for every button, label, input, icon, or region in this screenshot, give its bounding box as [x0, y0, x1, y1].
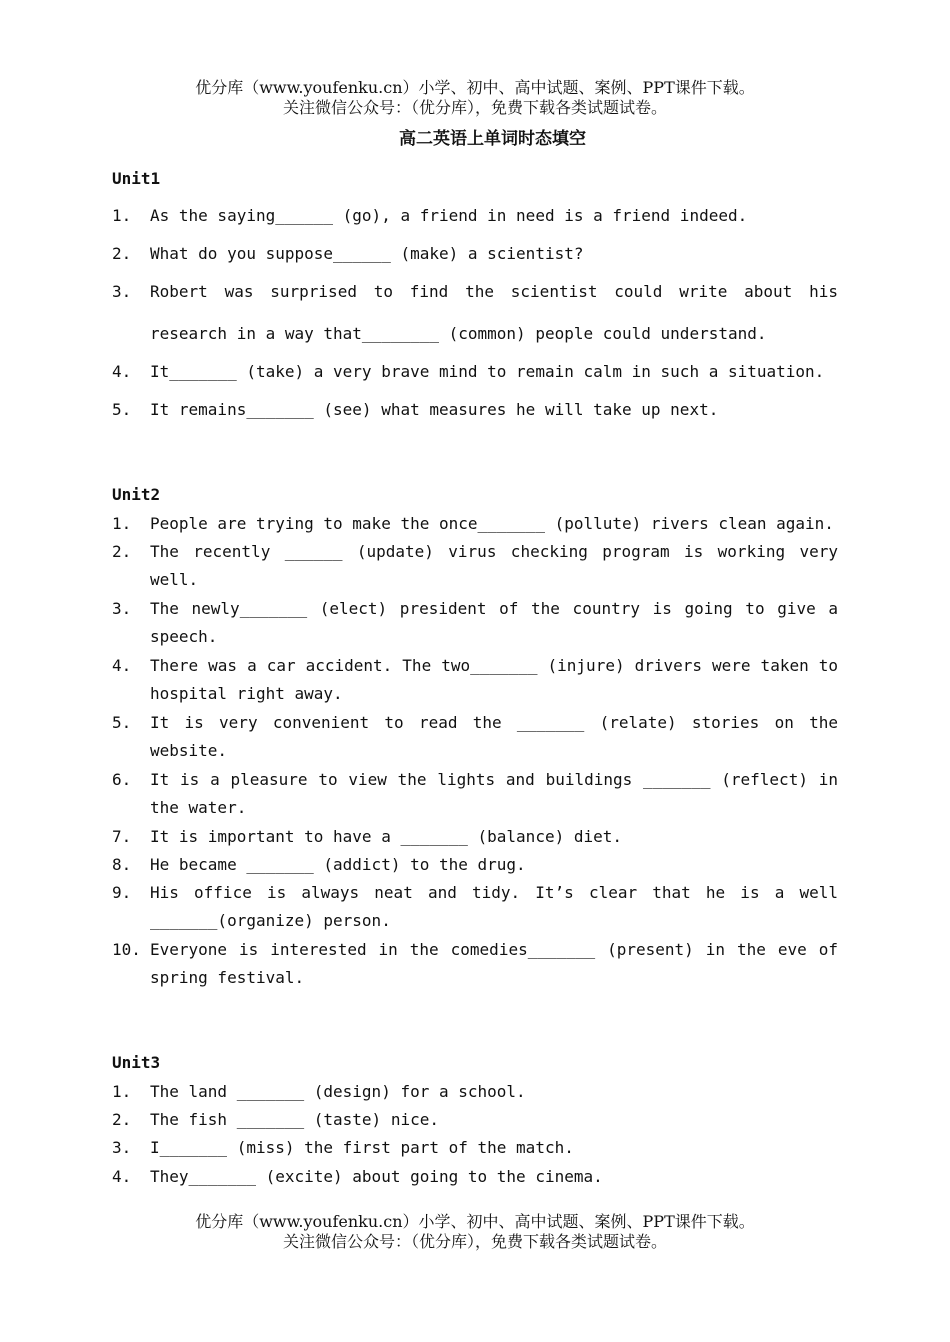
question-text: They_______ (excite) about going to the cinema. — [150, 1167, 603, 1186]
question-number: 1. — [112, 206, 132, 225]
question-number: 1. — [112, 1082, 132, 1101]
unit-2-heading: Unit2 — [112, 485, 161, 504]
question-text: The newly_______ (elect) president of the country is going to give a speech. — [150, 599, 838, 646]
document-title: 高二英语上单词时态填空 — [399, 129, 586, 149]
question-number: 7. — [112, 827, 132, 846]
question-text: His office is always neat and tidy. It’s clear that he is a well _______(organize) person. — [150, 883, 838, 930]
question-text: He became _______ (addict) to the drug. — [150, 855, 526, 874]
question-number: 3. — [112, 1138, 132, 1157]
unit-1-heading: Unit1 — [112, 169, 161, 188]
header-line-1: 优分库（www.youfenku.cn）小学、初中、高中试题、案例、PPT课件下载。 — [195, 78, 755, 97]
question-text: The land _______ (design) for a school. — [150, 1082, 526, 1101]
question-text: The fish _______ (taste) nice. — [150, 1110, 439, 1129]
question-number: 2. — [112, 244, 132, 263]
question-number: 10. — [112, 940, 141, 959]
question-text: Robert was surprised to find the scientist could write about his research in a way that________ (common) people could understand. — [150, 282, 838, 343]
question-number: 4. — [112, 362, 132, 381]
question-text: People are trying to make the once_______ (pollute) rivers clean again. — [150, 514, 834, 533]
question-text: It remains_______ (see) what measures he will take up next. — [150, 400, 719, 419]
footer-line-1: 优分库（www.youfenku.cn）小学、初中、高中试题、案例、PPT课件下载。 — [195, 1212, 755, 1231]
question-text: As the saying______ (go), a friend in need is a friend indeed. — [150, 206, 748, 225]
question-number: 3. — [112, 282, 132, 301]
question-text: It is important to have a _______ (balance) diet. — [150, 827, 623, 846]
question-number: 8. — [112, 855, 132, 874]
question-number: 4. — [112, 656, 132, 675]
question-number: 5. — [112, 713, 132, 732]
question-text: What do you suppose______ (make) a scientist? — [150, 244, 584, 263]
question-number: 2. — [112, 542, 132, 561]
question-number: 6. — [112, 770, 132, 789]
unit-3-heading: Unit3 — [112, 1053, 161, 1072]
question-number: 2. — [112, 1110, 132, 1129]
header-line-2: 关注微信公众号：（优分库），免费下载各类试题试卷。 — [282, 98, 667, 117]
question-text: The recently ______ (update) virus checking program is working very well. — [150, 542, 838, 589]
question-number: 5. — [112, 400, 132, 419]
question-text: It_______ (take) a very brave mind to remain calm in such a situation. — [150, 362, 825, 381]
footer-line-2: 关注微信公众号：（优分库），免费下载各类试题试卷。 — [282, 1232, 667, 1251]
question-text: It is a pleasure to view the lights and buildings _______ (reflect) in the water. — [150, 770, 838, 817]
question-number: 1. — [112, 514, 132, 533]
question-text: There was a car accident. The two_______ (injure) drivers were taken to hospital right away. — [150, 656, 838, 703]
question-text: Everyone is interested in the comedies_______ (present) in the eve of spring festival. — [150, 940, 838, 987]
question-number: 3. — [112, 599, 132, 618]
question-number: 9. — [112, 883, 132, 902]
question-text: I_______ (miss) the first part of the match. — [150, 1138, 574, 1157]
question-number: 4. — [112, 1167, 132, 1186]
question-text: It is very convenient to read the _______ (relate) stories on the website. — [150, 713, 838, 760]
